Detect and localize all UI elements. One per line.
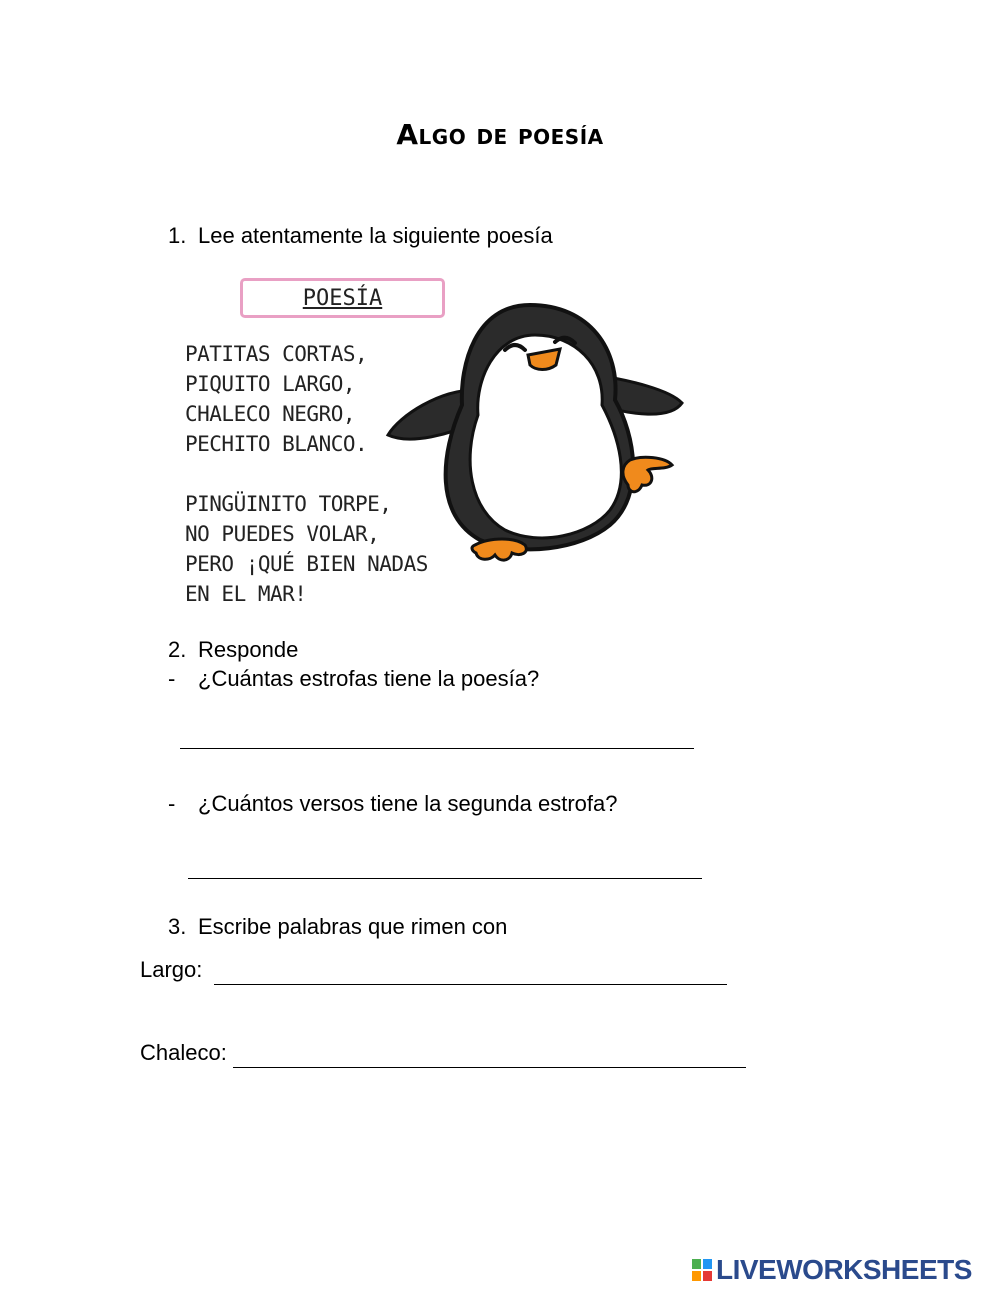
poem-verse: NO PUEDES VOLAR, xyxy=(185,522,380,546)
rhyme-label-largo: Largo: xyxy=(140,957,203,982)
poem-heading: POESÍA xyxy=(240,278,445,318)
logo-mark-icon xyxy=(692,1259,712,1281)
poem-verse: PIQUITO LARGO, xyxy=(185,372,356,396)
question-bullet: - xyxy=(168,666,176,691)
instruction-1-text: Lee atentamente la siguiente poesía xyxy=(198,223,553,248)
instruction-2 xyxy=(168,637,299,663)
instruction-1 xyxy=(168,223,553,249)
instruction-2-number: 2. xyxy=(168,637,187,662)
page-title: Algo de poesía xyxy=(396,118,604,151)
liveworksheets-logo[interactable] xyxy=(692,1255,972,1285)
instruction-3-text: Escribe palabras que rimen con xyxy=(198,914,508,939)
question-1-text: ¿Cuántas estrofas tiene la poesía? xyxy=(198,666,540,691)
rhyme-label-chaleco: Chaleco: xyxy=(140,1040,227,1065)
rhyme-line-chaleco[interactable] xyxy=(233,1067,746,1068)
penguin-illustration xyxy=(380,295,690,570)
question-2 xyxy=(168,791,618,817)
logo-text: LIVEWORKSHEETS xyxy=(716,1254,972,1285)
instruction-3 xyxy=(168,914,508,940)
poem-verse: EN EL MAR! xyxy=(185,582,307,606)
poem-verse: PATITAS CORTAS, xyxy=(185,342,368,366)
poem-verse: PINGÜINITO TORPE, xyxy=(185,492,392,516)
poem-verse: PERO ¡QUÉ BIEN NADAS xyxy=(185,552,428,576)
question-2-text: ¿Cuántos versos tiene la segunda estrofa? xyxy=(198,791,618,816)
instruction-1-number: 1. xyxy=(168,223,187,248)
poem-verse: CHALECO NEGRO, xyxy=(185,402,356,426)
instruction-3-number: 3. xyxy=(168,914,187,939)
poem-verse: PECHITO BLANCO. xyxy=(185,432,368,456)
answer-line-2[interactable] xyxy=(188,878,702,879)
answer-line-1[interactable] xyxy=(180,748,694,749)
instruction-2-text: Responde xyxy=(198,637,299,662)
question-1 xyxy=(168,666,540,692)
rhyme-line-largo[interactable] xyxy=(214,984,727,985)
question-bullet: - xyxy=(168,791,176,816)
